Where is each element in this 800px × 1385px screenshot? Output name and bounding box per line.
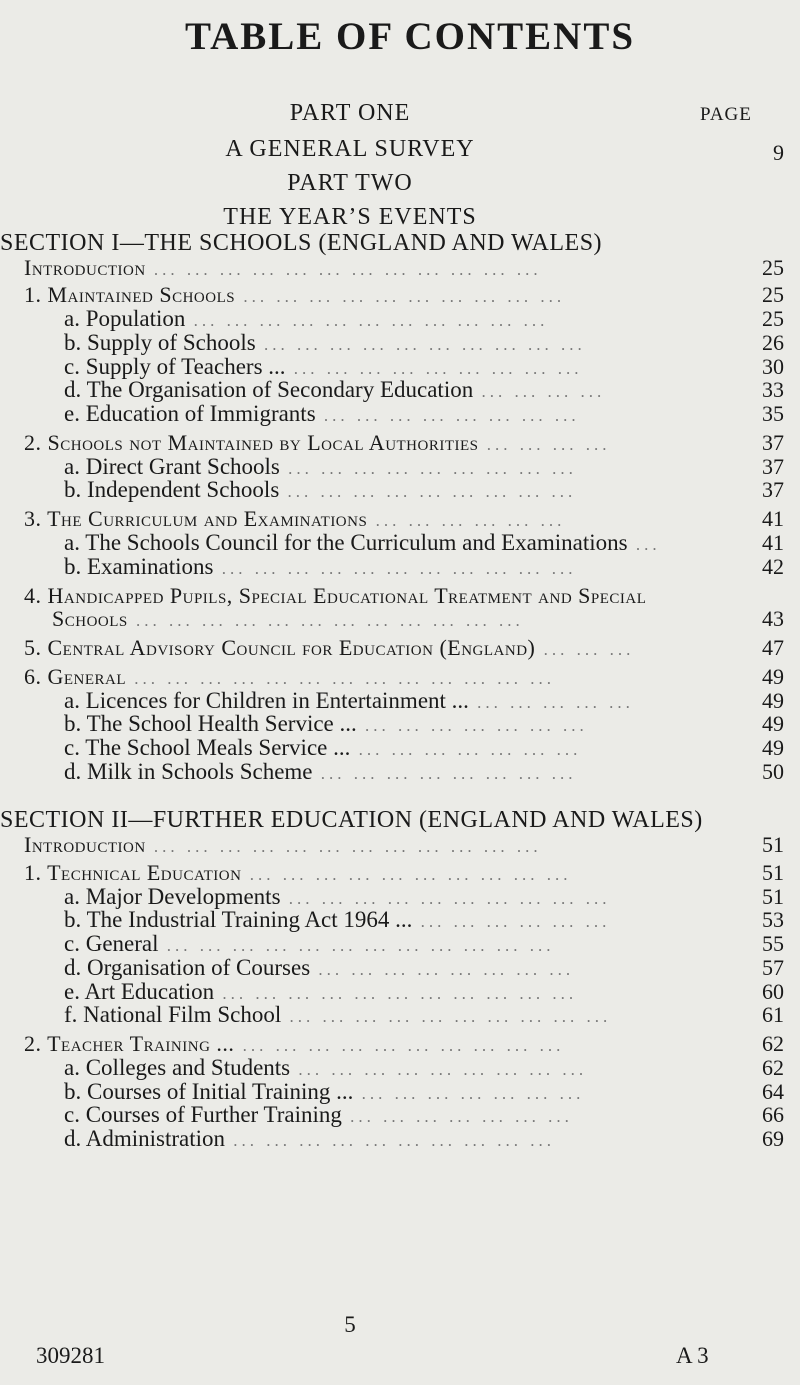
toc-entry-label: b. The School Health Service ... (64, 711, 357, 736)
toc-entry-label: a. The Schools Council for the Curriculum and Examinations (64, 530, 628, 555)
toc-leader-dots: ... ... ... ... ... ... ... ... ... ... ... (214, 984, 578, 1003)
toc-entry-label: b. Independent Schools (64, 477, 280, 502)
toc-entry-label: b. Courses of Initial Training ... (64, 1079, 354, 1104)
toc-entry (64, 1126, 555, 1152)
toc-entry (64, 530, 661, 556)
toc-leader-dots: ... ... ... ... ... ... ... ... ... (279, 459, 577, 478)
toc-leader-dots: ... ... ... ... ... ... ... ... ... (285, 359, 583, 378)
toc-entry-label: 4. Handicapped Pupils, Special Educational Treatment and Special (24, 583, 647, 608)
toc-leader-dots: ... ... ... ... ... ... ... ... ... ... ... ... ... (126, 669, 556, 688)
toc-entry (24, 282, 565, 308)
section-two-heading: SECTION II—FURTHER EDUCATION (ENGLAND AND WALES) (0, 807, 703, 834)
toc-page-number: 62 (762, 1031, 784, 1056)
toc-entry-label: f. National Film School (64, 1002, 282, 1027)
toc-entry-label: d. Organisation of Courses (64, 955, 311, 980)
toc-page-number: 26 (762, 330, 784, 355)
toc-leader-dots: ... ... ... ... ... ... ... ... ... ... ... ... (145, 837, 542, 856)
toc-entry (64, 931, 555, 957)
toc-entry-label: 5. Central Advisory Council for Education (England) (24, 635, 536, 660)
toc-page-number: 60 (762, 979, 784, 1004)
toc-entry (64, 1002, 611, 1028)
toc-leader-dots: ... ... ... ... ... ... ... (353, 1084, 585, 1103)
toc-entry-label: a. Colleges and Students (64, 1055, 291, 1080)
toc-entry-label: c. Courses of Further Training (64, 1102, 342, 1127)
toc-entry-label: a. Major Developments (64, 884, 281, 909)
toc-entry (64, 1055, 587, 1081)
toc-entry (64, 759, 577, 785)
toc-leader-dots: ... ... ... ... ... ... ... ... ... ... ... (185, 311, 549, 330)
toc-entry (64, 907, 610, 933)
toc-entry-label: Introduction (24, 832, 146, 857)
part-one-title: A GENERAL SURVEY (225, 136, 475, 162)
toc-leader-dots: ... ... ... ... ... ... ... ... (315, 406, 580, 425)
toc-entry-label: Introduction (24, 255, 146, 280)
part-two-title: THE YEAR’S EVENTS (223, 204, 477, 230)
toc-page-number: 41 (762, 530, 784, 555)
toc-page-number: 37 (762, 454, 784, 479)
toc-entry (64, 330, 586, 356)
page-title: TABLE OF CONTENTS (184, 15, 636, 58)
toc-entry (64, 1102, 573, 1128)
toc-page-number: 69 (762, 1126, 784, 1151)
toc-leader-dots: ... ... ... ... ... ... ... ... ... ... (235, 287, 566, 306)
toc-leader-dots: ... (627, 535, 661, 554)
toc-page-number: 43 (762, 606, 784, 631)
toc-page-number: 41 (762, 506, 784, 531)
toc-leader-dots: ... ... ... ... ... ... ... ... ... (290, 1060, 588, 1079)
toc-page-number: 37 (762, 430, 784, 455)
toc-leader-dots: ... ... ... ... ... ... ... ... (310, 960, 575, 979)
toc-page-number: 49 (762, 664, 784, 689)
toc-page-number: 64 (762, 1079, 784, 1104)
toc-entry-label: 2. Schools not Maintained by Local Authorities (24, 430, 479, 455)
toc-leader-dots: ... ... ... ... ... ... ... ... ... ... (234, 1036, 565, 1055)
toc-leader-dots: ... ... ... ... ... ... (367, 511, 566, 530)
toc-entry (24, 430, 611, 456)
toc-entry (24, 255, 542, 281)
toc-entry-label: c. Supply of Teachers ... (64, 354, 286, 379)
toc-entry (64, 306, 548, 332)
part-one-page: 9 (773, 140, 784, 165)
toc-entry (24, 832, 542, 858)
toc-page-number: 49 (762, 735, 784, 760)
toc-entry-label: 1. Technical Education (24, 860, 242, 885)
toc-entry (52, 606, 524, 632)
toc-entry (24, 664, 555, 690)
toc-entry-label: d. Milk in Schools Scheme (64, 759, 313, 784)
toc-page-number: 25 (762, 306, 784, 331)
toc-leader-dots: ... ... ... ... ... ... ... ... ... ... (281, 1007, 612, 1026)
toc-leader-dots: ... ... ... ... (478, 435, 611, 454)
toc-entry-label: d. The Organisation of Secondary Education (64, 377, 474, 402)
toc-entry (64, 554, 576, 580)
toc-entry (24, 635, 634, 661)
page-column-label: PAGE (700, 104, 752, 125)
toc-entry (64, 955, 574, 981)
toc-leader-dots: ... ... ... ... ... ... ... ... ... ... (225, 1131, 555, 1150)
section-one-heading: SECTION I—THE SCHOOLS (ENGLAND AND WALES) (0, 230, 603, 256)
toc-entry (24, 506, 565, 532)
page-number: 5 (344, 1312, 356, 1337)
toc-page-number: 51 (762, 832, 784, 857)
toc-entry-label: a. Licences for Children in Entertainment ... (64, 688, 469, 713)
toc-leader-dots: ... ... ... ... ... ... ... ... ... ... (241, 865, 572, 884)
toc-entry-label: 6. General (24, 664, 127, 689)
toc-leader-dots: ... ... ... ... (473, 382, 606, 401)
toc-leader-dots: ... ... ... ... ... ... ... ... ... ... ... ... (158, 936, 555, 955)
toc-page-number: 51 (762, 884, 784, 909)
toc-entry-label: 1. Maintained Schools (24, 282, 236, 307)
toc-entry-label: c. General (64, 931, 159, 956)
toc-page-number: 66 (762, 1102, 784, 1127)
toc-entry-label: b. The Industrial Training Act 1964 ... (64, 907, 413, 932)
toc-entry-label: c. The School Meals Service ... (64, 735, 351, 760)
toc-entry (24, 1031, 564, 1057)
toc-page-number: 33 (762, 377, 784, 402)
toc-page-number: 47 (762, 635, 784, 660)
toc-leader-dots: ... ... ... ... ... ... ... (341, 1107, 573, 1126)
toc-leader-dots: ... ... ... ... ... ... (412, 912, 611, 931)
toc-leader-dots: ... ... ... ... ... ... ... ... ... ... (280, 889, 611, 908)
toc-entry (24, 860, 571, 886)
toc-page-number: 42 (762, 554, 784, 579)
print-code: 309281 (36, 1343, 105, 1368)
toc-leader-dots: ... ... ... ... ... ... ... ... ... ... ... ... (127, 611, 524, 630)
toc-entry-label: a. Population (64, 306, 186, 331)
toc-leader-dots: ... ... ... ... ... ... ... ... ... ... ... (213, 559, 577, 578)
toc-entry-label: b. Examinations (64, 554, 214, 579)
toc-page-number: 25 (762, 282, 784, 307)
toc-page-number: 62 (762, 1055, 784, 1080)
toc-entry (64, 377, 605, 403)
toc-leader-dots: ... ... ... ... ... ... ... ... ... ... (255, 335, 586, 354)
toc-leader-dots: ... ... ... ... ... (468, 693, 634, 712)
toc-page-number: 53 (762, 907, 784, 932)
toc-entry-label: a. Direct Grant Schools (64, 454, 280, 479)
toc-leader-dots: ... ... ... ... ... ... ... ... ... ... ... ... (145, 260, 542, 279)
toc-entry (64, 711, 588, 737)
part-one-label: PART ONE (289, 100, 411, 126)
toc-page-number: 61 (762, 1002, 784, 1027)
toc-page-number: 55 (762, 931, 784, 956)
toc-entry-label: b. Supply of Schools (64, 330, 256, 355)
toc-entry-label: d. Administration (64, 1126, 225, 1151)
toc-leader-dots: ... ... ... (535, 640, 635, 659)
toc-page-number: 37 (762, 477, 784, 502)
toc-page-number: 57 (762, 955, 784, 980)
toc-page-number: 49 (762, 688, 784, 713)
toc-entry-label: Schools (52, 606, 128, 631)
part-two-label: PART TWO (287, 170, 413, 196)
toc-page-number: 50 (762, 759, 784, 784)
toc-leader-dots: ... ... ... ... ... ... ... ... ... (279, 482, 577, 501)
toc-page-number: 51 (762, 860, 784, 885)
toc-page-number: 35 (762, 401, 784, 426)
toc-entry (64, 477, 576, 503)
toc-entry (64, 401, 580, 427)
toc-leader-dots: ... ... ... ... ... ... ... (356, 716, 588, 735)
toc-page-number: 49 (762, 711, 784, 736)
toc-leader-dots: ... ... ... ... ... ... ... ... (312, 764, 577, 783)
toc-page-number: 30 (762, 354, 784, 379)
signature-mark: A 3 (676, 1343, 709, 1368)
toc-entry-label: 3. The Curriculum and Examinations (24, 506, 368, 531)
toc-entry-label: e. Art Education (64, 979, 215, 1004)
toc-entry-label: 2. Teacher Training ... (24, 1031, 235, 1056)
toc-page-number: 25 (762, 255, 784, 280)
toc-entry (64, 735, 581, 761)
toc-leader-dots: ... ... ... ... ... ... ... (350, 740, 582, 759)
toc-entry-label: e. Education of Immigrants (64, 401, 316, 426)
